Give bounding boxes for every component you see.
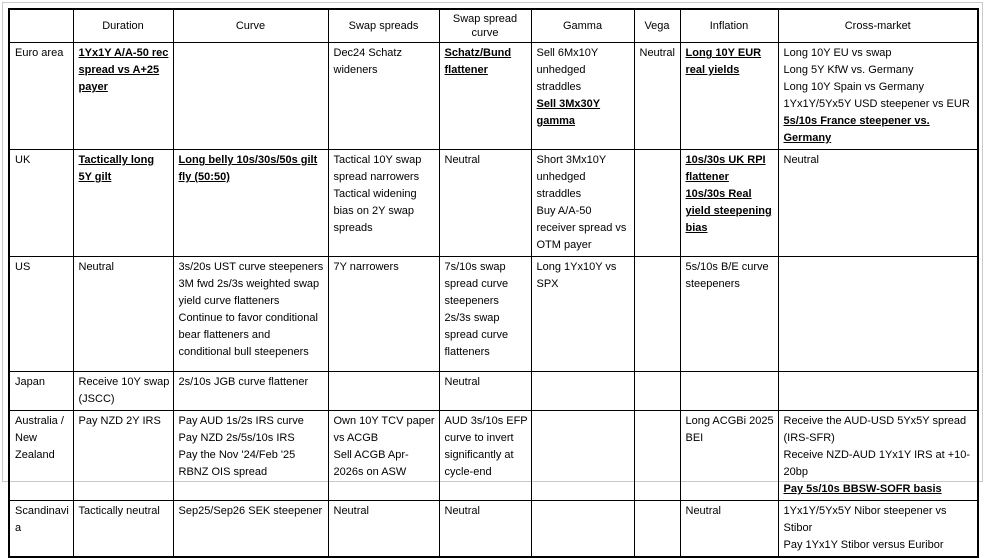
cell-scandinavia-duration — [73, 501, 173, 558]
cell-uk-gamma — [531, 150, 634, 257]
cell-us-gamma — [531, 257, 634, 372]
cell-scandinavia-inflation — [680, 501, 778, 558]
column-header-cross-market: Cross-market — [778, 9, 978, 43]
trade-entry: Receive NZD-AUD 1Yx1Y IRS at +10-20bp — [783, 449, 971, 478]
trade-entry: Tactically long 5Y gilt — [78, 154, 155, 183]
table-row-euro-area — [9, 43, 978, 150]
cell-australia-new-zealand-vega — [634, 411, 680, 501]
cell-japan-swap-spreads — [328, 372, 439, 411]
trade-entry: AUD 3s/10s EFP curve to invert significantly at cycle-end — [444, 415, 528, 478]
trade-entry: Pay NZD 2Y IRS — [78, 415, 161, 427]
trade-entry: 1Yx1Y/5Yx5Y USD steepener vs EUR — [783, 98, 970, 110]
cell-euro-area-inflation — [680, 43, 778, 150]
cell-australia-new-zealand-inflation — [680, 411, 778, 501]
trade-entry: 10s/30s UK RPI flattener — [685, 154, 766, 183]
trade-entry: Sell 6Mx10Y unhedged straddles — [536, 47, 599, 93]
trade-entry: Receive the AUD-USD 5Yx5Y spread (IRS-SFR) — [783, 415, 967, 444]
table-header-row — [9, 9, 978, 43]
cell-japan-cross-market — [778, 372, 978, 411]
cell-euro-area-swap-spread-curve — [439, 43, 531, 150]
cell-euro-area-duration — [73, 43, 173, 150]
trade-entry: Neutral — [685, 505, 721, 517]
trade-entry: 3s/20s UST curve steepeners — [178, 261, 324, 273]
cell-japan-swap-spread-curve — [439, 372, 531, 411]
region-label-australia-new-zealand: Australia / New Zealand — [9, 411, 73, 501]
trade-entry: Continue to favor conditional bear flatteners and conditional bull steepeners — [178, 312, 318, 358]
trade-entry: Sell 3Mx30Y gamma — [536, 98, 601, 127]
cell-australia-new-zealand-curve — [173, 411, 328, 501]
cell-australia-new-zealand-swap-spread-curve — [439, 411, 531, 501]
cell-us-swap-spreads — [328, 257, 439, 372]
cell-euro-area-swap-spreads — [328, 43, 439, 150]
cell-euro-area-vega — [634, 43, 680, 150]
trade-entry: Neutral — [639, 47, 675, 59]
column-header-region — [9, 9, 73, 43]
trade-entry: Long ACGBi 2025 BEI — [685, 415, 774, 444]
trade-entry: 10s/30s Real yield steepening bias — [685, 188, 772, 234]
cell-uk-swap-spreads — [328, 150, 439, 257]
trade-entry: Neutral — [444, 154, 480, 166]
cell-uk-vega — [634, 150, 680, 257]
cell-euro-area-gamma — [531, 43, 634, 150]
region-label-uk: UK — [9, 150, 73, 257]
cell-us-curve — [173, 257, 328, 372]
trade-entry: Long 10Y Spain vs Germany — [783, 81, 924, 93]
cell-uk-cross-market — [778, 150, 978, 257]
trade-entry: 5s/10s France steepener vs. Germany — [783, 115, 930, 144]
cell-japan-gamma — [531, 372, 634, 411]
trade-entry: 2s/3s swap spread curve flatteners — [444, 312, 509, 358]
trade-entry: Pay AUD 1s/2s IRS curve — [178, 415, 304, 427]
trade-entry: Dec24 Schatz wideners — [333, 47, 402, 76]
cell-uk-curve — [173, 150, 328, 257]
trade-entry: Short 3Mx10Y unhedged straddles — [536, 154, 607, 200]
trade-entry: Long belly 10s/30s/50s gilt fly (50:50) — [178, 154, 318, 183]
cell-japan-inflation — [680, 372, 778, 411]
column-header-gamma: Gamma — [531, 9, 634, 43]
trade-entry: Neutral — [444, 505, 480, 517]
trade-entry: Tactical 10Y swap spread narrowers — [333, 154, 422, 183]
trade-entry: Sell ACGB Apr-2026s on ASW — [333, 449, 409, 478]
trade-recommendations-table — [8, 8, 979, 558]
trade-entry: Receive 10Y swap (JSCC) — [78, 376, 170, 405]
cell-scandinavia-vega — [634, 501, 680, 558]
trade-entry: 3M fwd 2s/3s weighted swap yield curve flatteners — [178, 278, 320, 307]
trade-entry: Tactical widening bias on 2Y swap spreads — [333, 188, 417, 234]
region-label-euro-area: Euro area — [9, 43, 73, 150]
trade-entry: Long 10Y EUR real yields — [685, 47, 762, 76]
cell-australia-new-zealand-swap-spreads — [328, 411, 439, 501]
trade-entry: 1Yx1Y/5Yx5Y Nibor steepener vs Stibor — [783, 505, 947, 534]
column-header-curve: Curve — [173, 9, 328, 43]
cell-us-duration — [73, 257, 173, 372]
column-header-swap-spread-curve: Swap spread curve — [439, 9, 531, 43]
trade-entry: Sep25/Sep26 SEK steepener — [178, 505, 323, 517]
trade-entry: Long 5Y KfW vs. Germany — [783, 64, 914, 76]
trade-entry: Own 10Y TCV paper vs ACGB — [333, 415, 435, 444]
cell-us-vega — [634, 257, 680, 372]
cell-scandinavia-gamma — [531, 501, 634, 558]
column-header-duration: Duration — [73, 9, 173, 43]
cell-scandinavia-swap-spread-curve — [439, 501, 531, 558]
cell-australia-new-zealand-gamma — [531, 411, 634, 501]
trade-entry: Neutral — [783, 154, 819, 166]
region-label-japan: Japan — [9, 372, 73, 411]
trade-entry: 2s/10s JGB curve flattener — [178, 376, 309, 388]
cell-australia-new-zealand-duration — [73, 411, 173, 501]
trade-entry: Neutral — [333, 505, 369, 517]
cell-us-inflation — [680, 257, 778, 372]
cell-australia-new-zealand-cross-market — [778, 411, 978, 501]
region-label-scandinavia: Scandinavia — [9, 501, 73, 558]
cell-japan-curve — [173, 372, 328, 411]
cell-euro-area-curve — [173, 43, 328, 150]
table-row-scandinavia — [9, 501, 978, 558]
trade-entry: Pay NZD 2s/5s/10s IRS — [178, 432, 295, 444]
region-label-us: US — [9, 257, 73, 372]
cell-uk-duration — [73, 150, 173, 257]
page-frame — [2, 2, 983, 551]
cell-uk-swap-spread-curve — [439, 150, 531, 257]
cell-scandinavia-cross-market — [778, 501, 978, 558]
trade-entry: Pay 5s/10s BBSW-SOFR basis — [783, 483, 942, 495]
trade-entry: Buy A/A-50 receiver spread vs OTM payer — [536, 205, 627, 251]
trade-entry: 5s/10s B/E curve steepeners — [685, 261, 769, 290]
cell-us-swap-spread-curve — [439, 257, 531, 372]
cell-us-cross-market — [778, 257, 978, 372]
table-row-japan — [9, 372, 978, 411]
trade-entry: Long 1Yx10Y vs SPX — [536, 261, 617, 290]
column-header-inflation: Inflation — [680, 9, 778, 43]
table-row-uk — [9, 150, 978, 257]
trade-entry: Tactically neutral — [78, 505, 160, 517]
cell-uk-inflation — [680, 150, 778, 257]
column-header-vega: Vega — [634, 9, 680, 43]
column-header-swap-spreads: Swap spreads — [328, 9, 439, 43]
cell-japan-vega — [634, 372, 680, 411]
trade-entry: Schatz/Bund flattener — [444, 47, 512, 76]
cell-euro-area-cross-market — [778, 43, 978, 150]
cell-scandinavia-curve — [173, 501, 328, 558]
trade-entry: 1Yx1Y A/A-50 rec spread vs A+25 payer — [78, 47, 169, 93]
trade-entry: 7Y narrowers — [333, 261, 399, 273]
trade-entry: Neutral — [78, 261, 114, 273]
cell-scandinavia-swap-spreads — [328, 501, 439, 558]
table-row-australia-new-zealand — [9, 411, 978, 501]
cell-japan-duration — [73, 372, 173, 411]
trade-entry: Pay 1Yx1Y Stibor versus Euribor — [783, 539, 944, 551]
table-row-us — [9, 257, 978, 372]
trade-entry: 7s/10s swap spread curve steepeners — [444, 261, 509, 307]
trade-entry: Pay the Nov '24/Feb '25 RBNZ OIS spread — [178, 449, 296, 478]
trade-entry: Long 10Y EU vs swap — [783, 47, 892, 59]
trade-entry: Neutral — [444, 376, 480, 388]
